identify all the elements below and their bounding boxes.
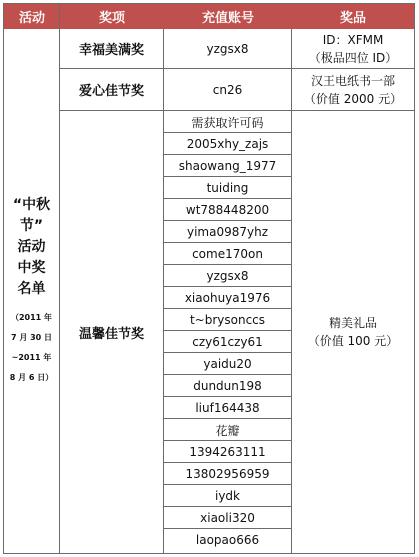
activity-date-line: （2011 年 (10, 312, 53, 322)
account-list (164, 111, 291, 553)
activity-title-line: 中奖 (17, 259, 46, 276)
award-name: 温馨佳节奖 (78, 326, 144, 342)
account-name: dundun198 (193, 379, 262, 393)
prize-line: 汉王电纸书一部 (310, 73, 395, 88)
account-name: iydk (214, 489, 240, 503)
activity-title-line: 节” (19, 217, 44, 234)
prize-line: ID：XFMM (322, 32, 384, 47)
award-name: 爱心佳节奖 (78, 84, 144, 99)
account-name: tuiding (206, 181, 249, 195)
account-name: yzgsx8 (206, 269, 249, 283)
activity-dates (10, 308, 54, 388)
prize-cell (292, 111, 414, 553)
account-name: 花瓣 (215, 423, 240, 438)
award-name: 幸福美满奖 (78, 43, 144, 58)
account-name: laopao666 (195, 533, 260, 547)
activity-cell (4, 29, 59, 553)
account-name: t~brysonccs (189, 313, 266, 327)
account-name: come170on (192, 247, 263, 261)
winners-table (3, 3, 415, 554)
activity-date-line: 8 月 6 日） (9, 372, 54, 382)
prize-line: （价值 2000 元） (303, 91, 403, 106)
account-name: 2005xhy_zajs (186, 137, 269, 151)
account-name: shaowang_1977 (178, 159, 277, 173)
account-name: wt788448200 (185, 203, 270, 217)
header-award: 奖项 (60, 4, 164, 29)
activity-title-line: 活动 (17, 238, 46, 255)
account-name: 1394263111 (189, 445, 266, 459)
activity-title-line: “中秋 (12, 196, 51, 213)
prize-cell (292, 29, 414, 68)
account-name: xiaoli320 (200, 511, 255, 525)
header-account: 充值账号 (164, 4, 292, 29)
account-name: czy61czy61 (192, 335, 263, 349)
account-name: yaidu20 (203, 357, 252, 371)
account-name: yzgsx8 (206, 41, 249, 56)
activity-title-line: 名单 (17, 280, 46, 297)
account-name: liuf164438 (195, 401, 260, 415)
activity-title (13, 195, 50, 300)
prize-line: （极品四位 ID） (308, 50, 398, 65)
account-name: 13802956959 (185, 467, 270, 481)
account-name: 需获取许可码 (191, 115, 264, 130)
account-name: cn26 (212, 82, 243, 97)
account-name: yima0987yhz (186, 225, 269, 239)
account-name: xiaohuya1976 (184, 291, 271, 305)
prize-line: （价值 100 元） (307, 334, 399, 348)
activity-date-line: 7 月 30 日 (10, 332, 53, 342)
header-activity: 活动 (4, 4, 60, 29)
prize-line: 精美礼品 (328, 316, 377, 330)
prize-cell (292, 69, 414, 110)
header-prize: 奖品 (292, 4, 414, 29)
activity-date-line: ~2011 年 (11, 352, 52, 362)
